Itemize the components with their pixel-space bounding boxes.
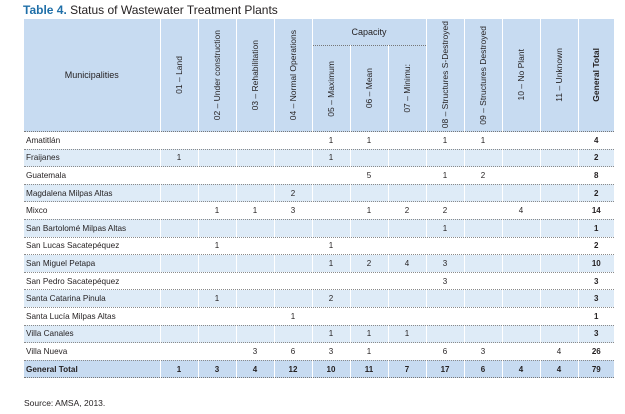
- table-cell: [160, 343, 198, 361]
- municipality-name: Santa Lucía Milpas Altas: [24, 307, 160, 325]
- table-cell: 3: [426, 272, 464, 290]
- table-cell: [160, 132, 198, 150]
- wastewater-status-table: [24, 19, 615, 378]
- header-municipalities: Municipalities: [24, 19, 160, 132]
- table-cell: [274, 149, 312, 167]
- total-cell: 10: [312, 360, 350, 378]
- table-cell: [274, 219, 312, 237]
- table-cell: [502, 149, 540, 167]
- table-cell: [236, 237, 274, 255]
- table-cell: [236, 307, 274, 325]
- table-cell: [464, 325, 502, 343]
- table-cell: [540, 132, 578, 150]
- table-cell: [388, 132, 426, 150]
- table-cell: [198, 343, 236, 361]
- municipality-name: Magdalena Milpas Altas: [24, 184, 160, 202]
- table-cell: [198, 255, 236, 273]
- table-cell: [464, 184, 502, 202]
- row-general-total: 1: [578, 307, 614, 325]
- table-row: [24, 290, 614, 308]
- table-cell: 2: [388, 202, 426, 220]
- municipality-name: Amatitlán: [24, 132, 160, 150]
- table-row: [24, 343, 614, 361]
- table-cell: [312, 219, 350, 237]
- total-cell: 79: [578, 360, 614, 378]
- table-cell: [236, 132, 274, 150]
- table-cell: [236, 325, 274, 343]
- table-cell: [160, 307, 198, 325]
- table-cell: [426, 237, 464, 255]
- table-cell: [236, 255, 274, 273]
- table-cell: 4: [388, 255, 426, 273]
- table-cell: 4: [540, 343, 578, 361]
- table-cell: [502, 325, 540, 343]
- table-title-label: Table 4.: [23, 3, 67, 17]
- table-cell: [388, 290, 426, 308]
- table-cell: [464, 290, 502, 308]
- row-general-total: 3: [578, 290, 614, 308]
- table-cell: [502, 237, 540, 255]
- municipality-name: Villa Canales: [24, 325, 160, 343]
- total-cell: 6: [464, 360, 502, 378]
- table-cell: [502, 343, 540, 361]
- municipality-name: San Lucas Sacatepéquez: [24, 237, 160, 255]
- row-general-total: 3: [578, 272, 614, 290]
- table-row: [24, 149, 614, 167]
- header-col-5: 05 – Maximum: [312, 46, 350, 132]
- municipality-name: Villa Nueva: [24, 343, 160, 361]
- table-cell: [426, 184, 464, 202]
- table-cell: [502, 132, 540, 150]
- table-cell: [426, 290, 464, 308]
- table-cell: [350, 272, 388, 290]
- table-cell: 2: [274, 184, 312, 202]
- total-cell: 12: [274, 360, 312, 378]
- table-cell: 3: [274, 202, 312, 220]
- table-cell: [540, 272, 578, 290]
- table-cell: [540, 290, 578, 308]
- municipality-name: San Miguel Petapa: [24, 255, 160, 273]
- table-cell: 1: [274, 307, 312, 325]
- table-cell: [198, 272, 236, 290]
- table-cell: [274, 255, 312, 273]
- table-cell: [464, 237, 502, 255]
- table-cell: [426, 149, 464, 167]
- header-col-1: 01 – Land: [160, 19, 198, 132]
- row-general-total: 2: [578, 237, 614, 255]
- table-cell: [388, 219, 426, 237]
- table-cell: [274, 272, 312, 290]
- table-row: [24, 202, 614, 220]
- table-cell: [464, 219, 502, 237]
- row-general-total: 2: [578, 149, 614, 167]
- table-row: [24, 237, 614, 255]
- table-row: [24, 272, 614, 290]
- table-cell: [350, 307, 388, 325]
- table-cell: 2: [426, 202, 464, 220]
- table-row: [24, 184, 614, 202]
- table-cell: 1: [312, 325, 350, 343]
- table-cell: [388, 272, 426, 290]
- table-cell: [236, 219, 274, 237]
- table-cell: [502, 219, 540, 237]
- table-cell: [312, 307, 350, 325]
- table-cell: 2: [464, 167, 502, 185]
- header-col-3: 03 – Rehabilitation: [236, 19, 274, 132]
- row-general-total: 2: [578, 184, 614, 202]
- table-cell: 6: [426, 343, 464, 361]
- table-cell: [160, 167, 198, 185]
- table-cell: [160, 272, 198, 290]
- table-cell: [464, 307, 502, 325]
- table-cell: 1: [388, 325, 426, 343]
- table-row: [24, 307, 614, 325]
- header-col-2: 02 – Under construction: [198, 19, 236, 132]
- municipality-name: San Bartolomé Milpas Altas: [24, 219, 160, 237]
- table-cell: [388, 184, 426, 202]
- table-cell: [236, 184, 274, 202]
- table-cell: [312, 202, 350, 220]
- table-cell: 1: [350, 343, 388, 361]
- total-cell: 4: [540, 360, 578, 378]
- table-cell: 1: [312, 149, 350, 167]
- table-cell: [350, 290, 388, 308]
- table-cell: [540, 237, 578, 255]
- table-cell: [160, 255, 198, 273]
- table-cell: 5: [350, 167, 388, 185]
- total-label: General Total: [24, 360, 160, 378]
- row-general-total: 4: [578, 132, 614, 150]
- table-cell: [388, 343, 426, 361]
- table-cell: 1: [198, 290, 236, 308]
- row-general-total: 8: [578, 167, 614, 185]
- table-cell: 1: [350, 132, 388, 150]
- header-col-7: 07 – Minimu:: [388, 46, 426, 132]
- table-cell: [160, 202, 198, 220]
- table-cell: [502, 255, 540, 273]
- table-cell: 1: [312, 255, 350, 273]
- table-cell: 1: [198, 237, 236, 255]
- header-col-8: 08 – Structures S-Destroyed: [426, 19, 464, 132]
- table-cell: [540, 255, 578, 273]
- table-cell: [464, 202, 502, 220]
- table-cell: [236, 167, 274, 185]
- table-cell: [198, 132, 236, 150]
- header-general-total: General Total: [578, 19, 614, 132]
- table-title: [23, 3, 278, 17]
- table-cell: [198, 307, 236, 325]
- table-cell: [274, 325, 312, 343]
- table-cell: [426, 325, 464, 343]
- municipality-name: San Pedro Sacatepéquez: [24, 272, 160, 290]
- header-col-9: 09 – Structures Destroyed: [464, 19, 502, 132]
- table-cell: [540, 184, 578, 202]
- total-cell: 17: [426, 360, 464, 378]
- row-general-total: 10: [578, 255, 614, 273]
- table-cell: 2: [350, 255, 388, 273]
- table-cell: [160, 290, 198, 308]
- table-row: [24, 167, 614, 185]
- table-cell: [502, 184, 540, 202]
- table-row: [24, 219, 614, 237]
- table-cell: 3: [464, 343, 502, 361]
- table-cell: [160, 184, 198, 202]
- table-cell: [274, 132, 312, 150]
- table-cell: 1: [236, 202, 274, 220]
- table-cell: [160, 237, 198, 255]
- table-cell: [350, 237, 388, 255]
- table-cell: 4: [502, 202, 540, 220]
- table-cell: 3: [312, 343, 350, 361]
- table-cell: [160, 325, 198, 343]
- header-capacity: Capacity: [312, 19, 426, 46]
- table-cell: [312, 167, 350, 185]
- table-cell: [198, 184, 236, 202]
- table-cell: [274, 237, 312, 255]
- table-cell: [502, 307, 540, 325]
- table-total-row: [24, 360, 614, 378]
- table-cell: 1: [198, 202, 236, 220]
- table-cell: [388, 149, 426, 167]
- table-source: Source: AMSA, 2013.: [24, 398, 106, 408]
- row-general-total: 3: [578, 325, 614, 343]
- table-cell: [198, 325, 236, 343]
- header-col-11: 11 – Unknown: [540, 19, 578, 132]
- municipality-name: Mixco: [24, 202, 160, 220]
- header-col-4: 04 – Normal Operations: [274, 19, 312, 132]
- table-cell: [388, 307, 426, 325]
- table-cell: [464, 255, 502, 273]
- municipality-name: Santa Catarina Pinula: [24, 290, 160, 308]
- table-cell: [502, 290, 540, 308]
- header-col-10: 10 – No Plant: [502, 19, 540, 132]
- table-cell: [388, 167, 426, 185]
- row-general-total: 26: [578, 343, 614, 361]
- table-cell: 1: [350, 202, 388, 220]
- table-cell: [312, 184, 350, 202]
- table-cell: [198, 219, 236, 237]
- table-cell: [236, 272, 274, 290]
- table-cell: 1: [426, 219, 464, 237]
- table-cell: 2: [312, 290, 350, 308]
- row-general-total: 14: [578, 202, 614, 220]
- municipality-name: Fraijanes: [24, 149, 160, 167]
- table-cell: 1: [426, 167, 464, 185]
- table-cell: [540, 167, 578, 185]
- table-cell: 3: [236, 343, 274, 361]
- table-cell: [312, 272, 350, 290]
- table-row: [24, 132, 614, 150]
- table-cell: [502, 167, 540, 185]
- table-cell: [274, 167, 312, 185]
- table-cell: [236, 290, 274, 308]
- total-cell: 7: [388, 360, 426, 378]
- table-cell: 1: [312, 237, 350, 255]
- table-cell: 1: [426, 132, 464, 150]
- table-cell: 1: [312, 132, 350, 150]
- table-cell: [350, 149, 388, 167]
- table-cell: [388, 237, 426, 255]
- total-cell: 3: [198, 360, 236, 378]
- table-cell: [540, 219, 578, 237]
- table-title-text: Status of Wastewater Treatment Plants: [70, 3, 278, 17]
- table-cell: [502, 272, 540, 290]
- table-cell: [350, 219, 388, 237]
- table-cell: 1: [350, 325, 388, 343]
- table-row: [24, 255, 614, 273]
- table-cell: [540, 202, 578, 220]
- total-cell: 4: [502, 360, 540, 378]
- table-cell: 1: [160, 149, 198, 167]
- row-general-total: 1: [578, 219, 614, 237]
- table-cell: 3: [426, 255, 464, 273]
- table-cell: [540, 325, 578, 343]
- municipality-name: Guatemala: [24, 167, 160, 185]
- table-cell: [160, 219, 198, 237]
- table-cell: [464, 272, 502, 290]
- total-cell: 4: [236, 360, 274, 378]
- total-cell: 1: [160, 360, 198, 378]
- table-row: [24, 325, 614, 343]
- total-cell: 11: [350, 360, 388, 378]
- table-cell: [426, 307, 464, 325]
- table-cell: [198, 149, 236, 167]
- table-cell: [236, 149, 274, 167]
- table-cell: [540, 307, 578, 325]
- table-cell: [540, 149, 578, 167]
- table-cell: [464, 149, 502, 167]
- table-cell: [350, 184, 388, 202]
- table-cell: [274, 290, 312, 308]
- table-cell: 1: [464, 132, 502, 150]
- table-cell: [198, 167, 236, 185]
- table-cell: 6: [274, 343, 312, 361]
- header-col-6: 06 – Mean: [350, 46, 388, 132]
